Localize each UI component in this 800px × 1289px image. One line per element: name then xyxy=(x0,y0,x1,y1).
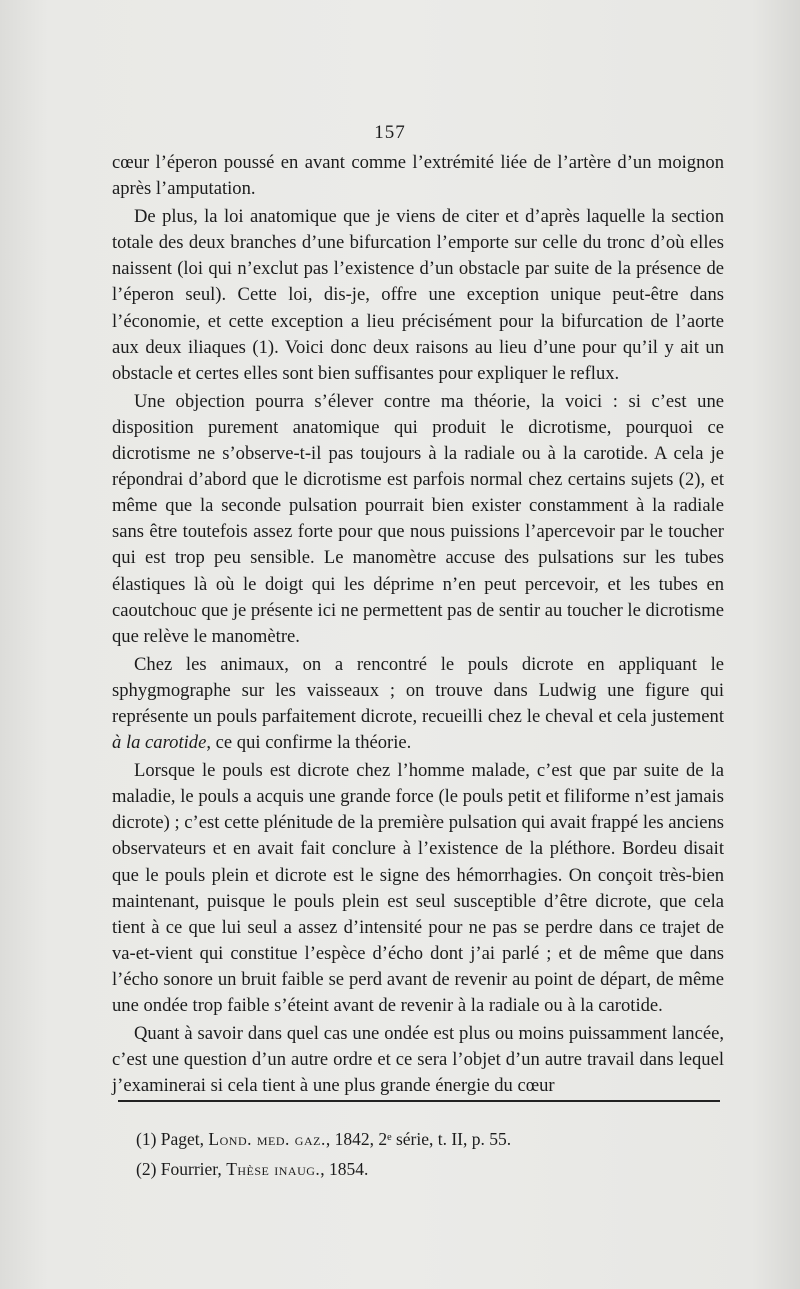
paragraph-4 xyxy=(112,652,724,756)
body-text xyxy=(112,150,724,1099)
footnote-1 xyxy=(136,1124,696,1154)
footnote-divider xyxy=(118,1100,720,1102)
footnote-2 xyxy=(136,1154,696,1184)
paragraph-5: Lorsque le pouls est dicrote chez l’homme malade, c’est que par suite de la maladie, le pouls a acquis une grande force (le pouls petit et filiforme n’est jamais dicrote) ; c’est cette plénitude de la première pulsation qui avait frappé les anciens observateurs et en avait fait conclure à l’existence de la pléthore. Bordeu disait que le pouls plein et dicrote est le signe des hémorrhagies. On conçoit très-bien maintenant, puisque le pouls plein est seul susceptible d’être dicrote, que cela tient à ce que lui seul a assez d’intensité pour ne pas se perdre dans ce trajet de va-et-vient qui constitue l’espèce d’écho dont j’ai parlé ; et de même que dans l’écho sonore un bruit faible se perd avant de revenir au point de départ, de même une ondée trop faible s’éteint avant de revenir à la radiale ou à la carotide. xyxy=(112,760,724,1016)
footnote-2-mark: (2) xyxy=(136,1159,157,1179)
paragraph-4-text-before: Chez les animaux, on a rencontré le pouls dicrote en appliquant le sphygmographe sur les vaisseaux ; on trouve dans Ludwig une figure qui représente un pouls parfaitement dicrote, recueilli chez le cheval et cela justement xyxy=(112,653,724,727)
footnote-1-mark: (1) xyxy=(136,1129,157,1149)
footnote-1-author: Paget, xyxy=(160,1129,205,1149)
footnote-2-source: Thèse inaug. xyxy=(226,1159,321,1179)
footnote-2-author: Fourrier, xyxy=(160,1159,222,1179)
footnotes xyxy=(136,1124,696,1184)
paragraph-4-italic: à la carotide xyxy=(112,732,207,754)
paragraph-2: De plus, la loi anatomique que je viens de citer et d’après laquelle la section totale des deux branches d’une bifurcation l’emporte sur celle du tronc d’où elles naissent (loi qui n’exclut pas l’existence d’un obstacle par suite de la présence de l’éperon seul). Cette loi, dis-je, offre une exception unique peut-être dans l’économie, et cette exception a lieu précisément pour la bifurcation de l’aorte aux deux iliaques (1). Voici donc deux raisons au lieu d’une pour qu’il y ait un obstacle et certes elles sont bien suffisantes pour expliquer le reflux. xyxy=(112,206,724,384)
footnote-1-details: , 1842, 2ᵉ série, t. II, p. 55. xyxy=(325,1129,512,1149)
footnote-2-details: , 1854. xyxy=(320,1159,369,1179)
footnote-1-source: Lond. med. gaz. xyxy=(208,1129,326,1149)
paragraph-1: cœur l’éperon poussé en avant comme l’extrémité liée de l’artère d’un moignon après l’amputation. xyxy=(112,152,724,200)
page-number: 157 xyxy=(374,122,406,143)
paragraph-4-text-after: , ce qui confirme la théorie. xyxy=(206,732,412,754)
paragraph-6: Quant à savoir dans quel cas une ondée est plus ou moins puissamment lancée, c’est une question d’un autre ordre et ce sera l’objet d’un autre travail dans lequel j’examinerai si cela tient à une plus grande énergie du cœur xyxy=(112,1023,724,1097)
paragraph-3: Une objection pourra s’élever contre ma théorie, la voici : si c’est une disposition purement anatomique qui produit le dicrotisme, pourquoi ce dicrotisme ne s’observe-t-il pas toujours à la radiale ou à la carotide. A cela je répondrai d’abord que le dicrotisme est parfois normal chez certains sujets (2), et même que la seconde pulsation pourrait bien exister constamment à la radiale sans être toutefois assez forte pour que nous puissions l’apercevoir par le toucher qui est trop peu sensible. Le manomètre accuse des pulsations sur les tubes élastiques là où le doigt qui les déprime n’en peut percevoir, et les tubes en caoutchouc que je présente ici ne permettent pas de sentir au toucher le dicrotisme que relève le manomètre. xyxy=(112,390,724,647)
